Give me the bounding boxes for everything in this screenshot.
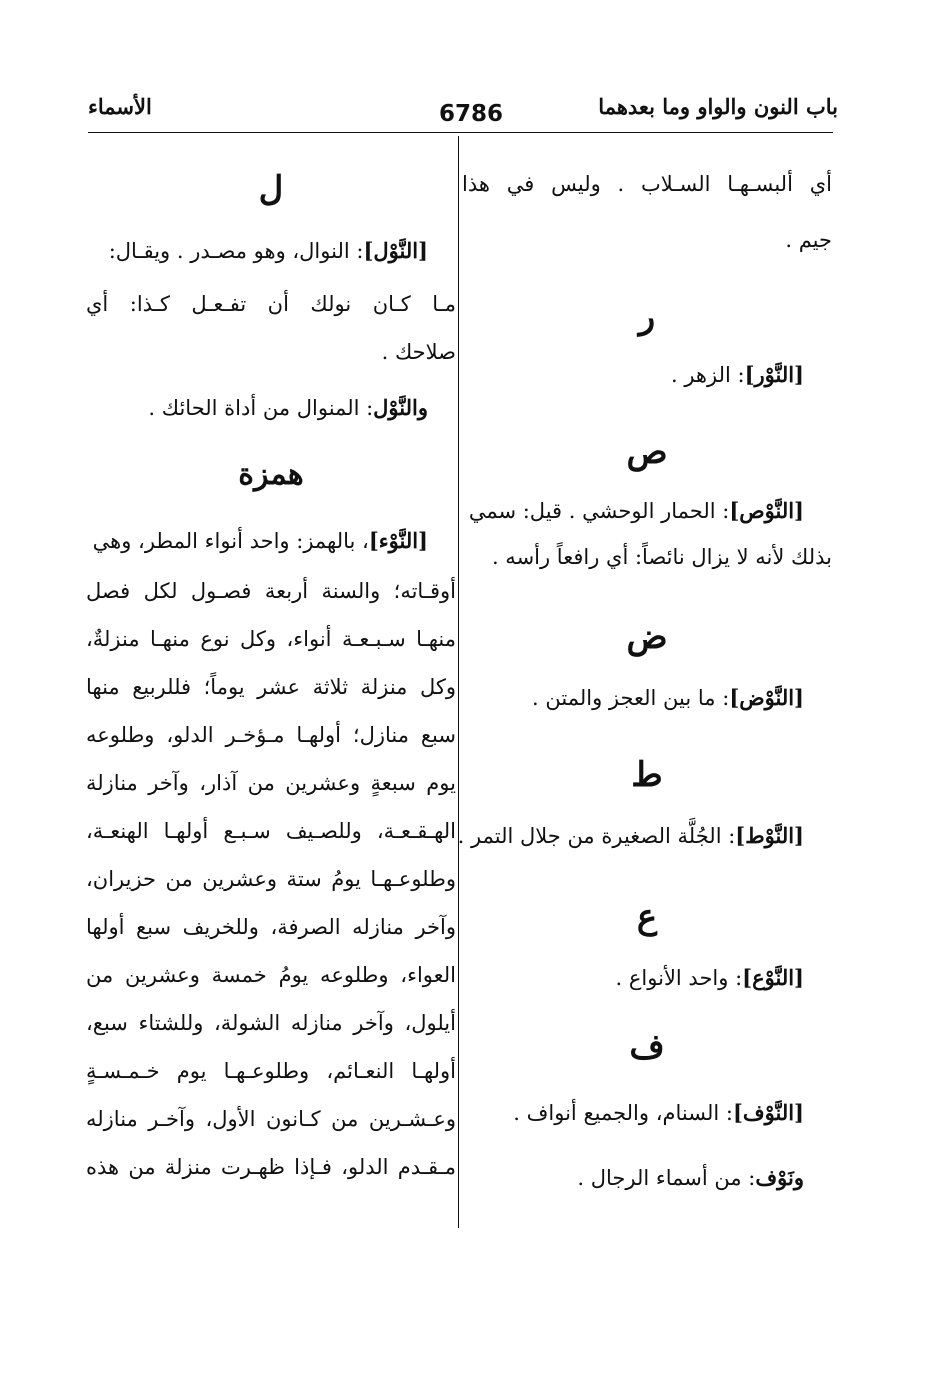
letter-heading-ra: ر (638, 297, 656, 337)
entry-headword: والنَّوْل (373, 395, 428, 420)
entry-text: : الزهر . (670, 363, 745, 387)
letter-heading-dad: ض (626, 617, 668, 657)
entry-text: ، بالهمز: واحد أنواء المطر، وهي (92, 529, 369, 553)
header-rule (88, 132, 833, 133)
text-line: أولهـا النعـائم، وطلوعـهـا يوم خـمـسـةٍ (86, 1059, 456, 1083)
entry-headword: [النَّوْص] (729, 498, 804, 523)
entry-headword: ونَوْف (755, 1165, 804, 1190)
text-line: مـا كـان نولك أن تفـعـل كـذا: أي (86, 292, 456, 316)
text-line: وطلوعـهـا يومُ ستة وعشرين من حزيران، (86, 867, 456, 891)
entry-headword: [النَّوْع] (742, 965, 804, 990)
chapter-title: باب النون والواو وما بعدهما (598, 94, 838, 119)
text-line: منهـا سـبـعـة أنواء، وكل نوع منهـا منزلةٌ، (86, 627, 456, 651)
letter-heading-lam: ل (258, 169, 284, 209)
entry-nawf (434, 1100, 804, 1126)
entry-text: : السنام، والجميع أنواف . (513, 1101, 733, 1125)
entry-headword: [النَّوْض] (729, 685, 804, 710)
entry-nawl (86, 238, 428, 264)
entry-naw (434, 965, 804, 991)
entry-headword: [النَّوْر] (744, 362, 804, 387)
entry-text: : من أسماء الرجال . (577, 1166, 756, 1190)
entry-text: : الجُلَّة الصغيرة من جلال التمر . (457, 824, 736, 848)
text-line: العواء، وطلوعه يومُ خمسة وعشرين من (86, 963, 456, 987)
text-line: جيم . (785, 228, 832, 252)
entry-headword: [النَّوْء] (368, 528, 428, 553)
entry-naw-hamza (86, 528, 428, 554)
entry-text: : المنوال من أداة الحائك . (148, 396, 374, 420)
text-line: صلاحك . (381, 340, 456, 364)
entry-headword: [النَّوْل] (363, 238, 428, 263)
text-line: مـقـدم الدلو، فـإذا ظهـرت منزلة من هذه (86, 1155, 456, 1179)
text-line: الهـقـعـة، وللصـيف سـبـع أولهـا الهنعـة، (86, 819, 456, 843)
entry-nawṭ (434, 823, 804, 849)
section-title: الأسماء (88, 94, 152, 119)
letter-heading-hamza: همزة (238, 457, 304, 492)
entry-nawṣ (434, 498, 804, 524)
page-number: 6786 (438, 101, 503, 127)
letter-heading-ta: ط (631, 755, 663, 795)
text-line: بذلك لأنه لا يزال نائصاً: أي رافعاً رأسه . (491, 545, 832, 569)
letter-heading-sad: ص (626, 432, 668, 472)
entry-nawr (434, 362, 804, 388)
entry-nawl-loom (58, 395, 428, 421)
entry-text: : النوال، وهو مصـدر . ويقـال: (108, 239, 364, 263)
text-line: أيلول، وآخر منازله الشولة، وللشتاء سبع، (86, 1011, 456, 1035)
entry-headword: [النَّوْف] (732, 1100, 804, 1125)
entry-nawf-name (434, 1165, 804, 1191)
text-line: وكل منزلة ثلاثة عشر يوماً؛ فللربيع منها (86, 675, 456, 699)
entry-text: : الحمار الوحشي . قيل: سمي (468, 499, 730, 523)
text-line: أوقـاته؛ والسنة أربعة فصـول لكل فصل (86, 579, 456, 603)
entry-headword: [النَّوْط] (735, 823, 804, 848)
letter-heading-ayn: ع (636, 897, 658, 937)
text-line: وآخر منازله الصرفة، وللخريف سبع أولها (86, 915, 456, 939)
column-divider (458, 136, 459, 1228)
text-line: سبع منازل؛ أولهـا مـؤخـر الدلو، وطلوعه (86, 723, 456, 747)
entry-nawḍ (434, 685, 804, 711)
text-line: وعـشـرين من كـانون الأول، وآخـر منازله (86, 1107, 456, 1131)
text-line: أي ألبسـهـا السـلاب . وليس في هذا (462, 172, 832, 196)
entry-text: : ما بين العجز والمتن . (532, 686, 730, 710)
entry-text: : واحد الأنواع . (615, 966, 743, 990)
text-line: يوم سبعةٍ وعشرين من آذار، وآخر منازلة (86, 771, 456, 795)
letter-heading-fa: ف (629, 1027, 665, 1067)
